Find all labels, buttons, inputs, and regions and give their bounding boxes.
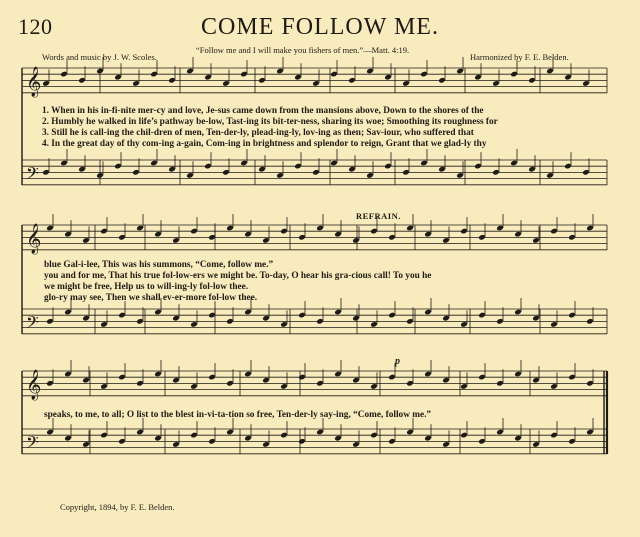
verse-lyrics-1: 1. When in his in-fi-nite mer-cy and love, Je-sus came down from the mansions above, Down to the shores of the <box>42 106 484 116</box>
dynamic-marking: p <box>395 356 400 367</box>
svg-text:𝄞: 𝄞 <box>26 370 42 400</box>
copyright-notice: Copyright, 1894, by F. E. Belden. <box>60 502 175 512</box>
system2-lyrics-4: glo-ry may see, Then we shall ev-er-more fol-low thee. <box>44 293 258 303</box>
verse-lyrics-4: 4. In the great day of thy com-ing a-gain, Com-ing in brightness and splendor to reign, Grant that we glad-ly thy <box>42 139 487 149</box>
svg-text:𝄢: 𝄢 <box>26 432 39 456</box>
svg-text:𝄞: 𝄞 <box>26 224 42 254</box>
scripture-epigraph: “Follow me and I will make you fishers of men.”—Matt. 4:19. <box>196 45 410 55</box>
svg-text:𝄞: 𝄞 <box>26 67 42 97</box>
words-music-credit: Words and music by J. W. Scoles. <box>42 52 157 62</box>
page-number: 120 <box>18 14 53 39</box>
svg-text:𝄢: 𝄢 <box>26 163 39 187</box>
refrain-lyrics: speaks, to me, to all; O list to the blest in-vi-ta-tion so free, Ten-der-ly say-ing, “Come, follow me.” <box>44 410 432 420</box>
verse-lyrics-2: 2. Humbly he walked in life’s pathway be-low, Tast-ing its bit-ter-ness, sharing its woe; Smoothing its roughness for <box>42 117 498 127</box>
song-title: COME FOLLOW ME. <box>201 14 439 40</box>
verse-lyrics-3: 3. Still he is call-ing the chil-dren of men, Ten-der-ly, plead-ing-ly, lov-ing as then; Sav-iour, who suffered that <box>42 128 474 138</box>
system2-lyrics-2: you and for me, That his true fol-low-ers we might be. To-day, O hear his gra-cious call! To you he <box>44 271 432 281</box>
harmonized-credit: Harmonized by F. E. Belden. <box>470 52 569 62</box>
svg-text:𝄢: 𝄢 <box>26 312 39 336</box>
refrain-label: REFRAIN. <box>356 211 401 221</box>
system2-lyrics-1: blue Gal-i-lee, This was his summons, “Come, follow me.” <box>44 260 274 270</box>
system2-lyrics-3: we might be free, Help us to will-ing-ly fol-low thee. <box>44 282 249 292</box>
